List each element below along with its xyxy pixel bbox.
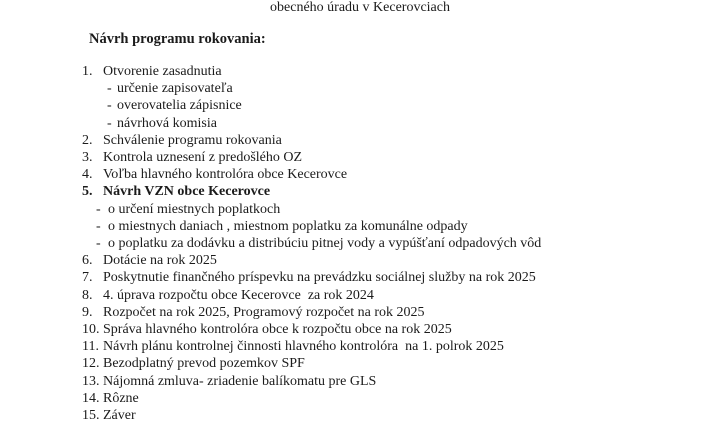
agenda-item-text: Poskytnutie finančného príspevku na prevádzku sociálnej služby na rok 2025 [103,270,536,286]
agenda-item-text: Kontrola uznesení z predošlého OZ [103,150,303,166]
agenda-item-text: Voľba hlavného kontrolóra obce Kecerovce [103,167,348,183]
agenda-item-text: overovatelia zápisnice [117,98,242,114]
agenda-item-marker: 15. [82,408,100,424]
agenda-item-marker: - [96,236,101,252]
agenda-subitem [0,80,720,97]
agenda-item-text: určenie zapisovateľa [117,81,233,97]
agenda-item [0,63,720,80]
agenda-item [0,304,720,321]
agenda-item-marker: 2. [82,132,93,148]
agenda-item-marker: 8. [82,287,93,303]
agenda-subitem [0,115,720,132]
agenda-item-marker: 4. [82,167,93,183]
agenda-item-marker: - [107,115,112,131]
agenda-item-marker: - [96,218,101,234]
agenda-item-text: Návrh plánu kontrolnej činnosti hlavného kontrolóra na 1. polrok 2025 [103,339,504,355]
agenda-item [0,373,720,390]
agenda-item-marker: 12. [82,356,100,372]
agenda-item-text: 4. úprava rozpočtu obce Kecerovce za rok 2024 [103,287,374,303]
agenda-item-text: Nájomná zmluva- zriadenie balíkomatu pre GLS [103,373,377,389]
agenda-item-text: Správa hlavného kontrolóra obce k rozpočtu obce na rok 2025 [103,322,452,338]
agenda-item-text: Otvorenie zasadnutia [103,64,222,79]
agenda-item [0,166,720,183]
agenda-item-marker: 14. [82,390,100,406]
agenda-subitem [0,235,720,252]
agenda-item-marker: - [96,201,101,217]
agenda-item-text: Rôzne [103,390,139,406]
agenda-item [0,338,720,355]
agenda-item-text: Záver [103,408,136,424]
agenda-item [0,132,720,149]
agenda-item-marker: 7. [82,270,93,286]
agenda-subitem [0,201,720,218]
agenda-item-marker: - [107,98,112,114]
agenda-item [0,287,720,304]
agenda-item-text: Bezodplatný prevod pozemkov SPF [103,356,305,372]
agenda-item-text: o miestnych daniach , miestnom poplatku za komunálne odpady [108,218,468,234]
agenda-list [0,63,720,424]
agenda-item-marker: 9. [82,304,93,320]
agenda-item-text: o určení miestnych poplatkoch [108,201,281,217]
agenda-item-text: Rozpočet na rok 2025, Programový rozpočet na rok 2025 [103,304,425,320]
agenda-item-text: Schválenie programu rokovania [103,132,282,148]
agenda-item-marker: 11. [82,339,99,355]
agenda-item-text: Dotácie na rok 2025 [103,253,217,269]
agenda-item [0,390,720,407]
agenda-item-marker: - [107,81,112,97]
agenda-item-text: o poplatku za dodávku a distribúciu pitnej vody a vypúšťaní odpadových vôd [108,236,542,252]
agenda-item-marker: 13. [82,373,100,389]
agenda-item [0,183,720,200]
agenda-item [0,149,720,166]
agenda-item-marker: 10. [82,322,100,338]
agenda-item-marker: 6. [82,253,93,269]
agenda-item-text: návrhová komisia [117,115,217,131]
agenda-item [0,321,720,338]
agenda-item-marker: 5. [82,184,93,200]
document-title: Návrh programu rokovania: [89,31,266,47]
agenda-item [0,407,720,424]
agenda-item [0,252,720,269]
agenda-item-marker: 1. [82,64,93,79]
agenda-item [0,355,720,372]
agenda-subitem [0,218,720,235]
agenda-subitem [0,97,720,114]
agenda-item-text: Návrh VZN obce Kecerovce [103,184,271,200]
agenda-item [0,269,720,286]
agenda-item-marker: 3. [82,150,93,166]
document-header-line: obecného úradu v Kecerovciach [270,0,450,15]
